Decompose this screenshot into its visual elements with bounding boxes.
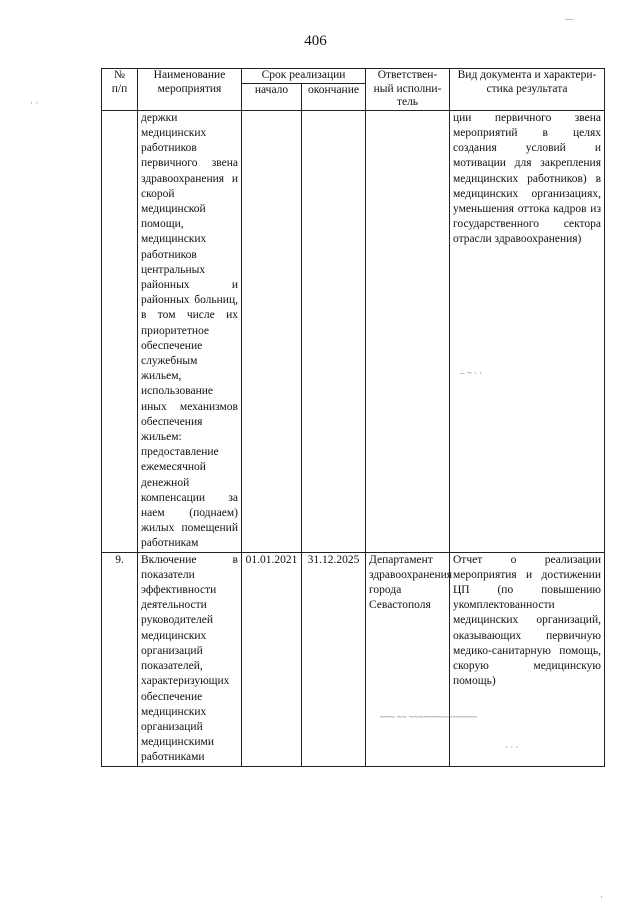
cell-responsible xyxy=(366,110,450,552)
scan-speck: ~~~ ~~ ~~~~~~~~~~~~~~ xyxy=(380,712,478,722)
scan-speck: · · xyxy=(30,98,39,108)
header-period: Срок реализации xyxy=(242,69,366,84)
table-row xyxy=(102,552,605,766)
cell-start: 01.01.2021 xyxy=(242,552,302,766)
cell-result: Отчет о реализации мероприятия и достижении ЦП (по повышению укомплектованности медицинских организаций, оказывающих первичную медико-санитарную помощь, скорую медицинскую помощь) xyxy=(450,552,605,766)
page-number: 406 xyxy=(304,33,327,49)
header-responsible: Ответствен- ный исполни- тель xyxy=(366,69,450,111)
cell-num xyxy=(102,110,138,552)
cell-num: 9. xyxy=(102,552,138,766)
header-start: начало xyxy=(242,84,302,111)
table-row xyxy=(102,110,605,552)
header-name: Наименование мероприятия xyxy=(138,69,242,111)
scan-speck: — xyxy=(565,14,574,24)
cell-end: 31.12.2025 xyxy=(302,552,366,766)
cell-name: держки медицинских работников первичного звена здравоохранения и скорой медицинской помощи, медицинских работников центральных районных и районных больниц, в том числе их приоритетное обеспечение служебным жильем, использование иных механизмов обеспечения жильем: предоставление ежемесячной денежной компенсации за наем (поднаем) жилых помещений работникам xyxy=(138,110,242,552)
header-num: № п/п xyxy=(102,69,138,111)
header-row xyxy=(102,69,605,84)
cell-start xyxy=(242,110,302,552)
cell-name: Включение в показатели эффективности деятельности руководителей медицинских организаций показателей, характеризующих обеспечение медицинских организаций медицинскими работниками xyxy=(138,552,242,766)
cell-result: ции первичного звена мероприятий в целях создания условий и мотивации для закрепления медицинских работников) в медицинских организациях, уменьшения оттока кадров из государственного сектора отрасли здравоохранения) xyxy=(450,110,605,552)
measures-table xyxy=(101,68,605,767)
scan-speck: – ~ · · xyxy=(460,368,483,378)
header-result: Вид документа и характери- стика результата xyxy=(450,69,605,111)
scan-speck: · xyxy=(600,892,603,902)
cell-responsible: Департамент здравоохранения города Севастополя xyxy=(366,552,450,766)
cell-end xyxy=(302,110,366,552)
scan-speck: · · · xyxy=(505,742,519,752)
header-end: окончание xyxy=(302,84,366,111)
